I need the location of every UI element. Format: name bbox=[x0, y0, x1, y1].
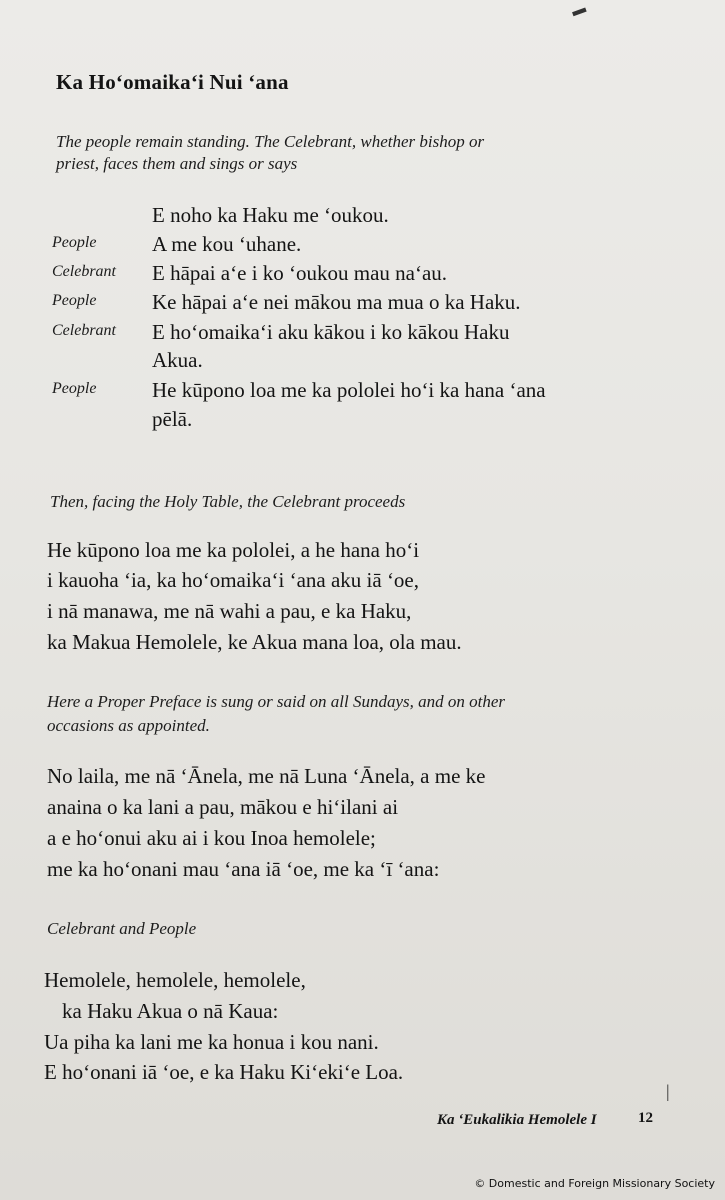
dialogue-line bbox=[52, 318, 672, 348]
dialogue-text: He kūpono loa me ka pololei hoʻi ka hana ʻana bbox=[152, 378, 546, 402]
rubric-preface-line-1: Here a Proper Preface is sung or said on all Sundays, and on other bbox=[47, 692, 506, 711]
sanctus-line: ka Haku Akua o nā Kaua: bbox=[62, 999, 279, 1023]
angels-line: me ka hoʻonani mau ʻana iā ʻoe, me ka ʻī ʻana: bbox=[47, 857, 440, 881]
ink-speck-mark: | bbox=[666, 1081, 670, 1101]
angels-line: a e hoʻonui aku ai i kou Inoa hemolele; bbox=[47, 826, 376, 850]
sanctus-line: Hemolele, hemolele, hemolele, bbox=[44, 968, 306, 992]
dialogue-line bbox=[52, 230, 672, 260]
dialogue-line bbox=[52, 376, 672, 406]
dialogue-line bbox=[52, 259, 672, 289]
rubric-preface-line-2: occasions as appointed. bbox=[47, 716, 210, 735]
dialogue-line bbox=[52, 288, 672, 318]
dialogue-line bbox=[52, 346, 672, 376]
rubric-intro-line-2: priest, faces them and sings or says bbox=[56, 154, 298, 173]
speaker-label: People bbox=[52, 292, 97, 309]
dialogue-text: E noho ka Haku me ʻoukou. bbox=[152, 203, 389, 227]
rubric-celebrant-and-people: Celebrant and People bbox=[47, 919, 197, 938]
page-number: 12 bbox=[638, 1110, 653, 1126]
dialogue-text: Ke hāpai aʻe nei mākou ma mua o ka Haku. bbox=[152, 290, 521, 314]
speaker-label: People bbox=[52, 234, 97, 251]
page-title: Ka Hoʻomaikaʻi Nui ʻana bbox=[56, 70, 289, 94]
proceeds-line: i kauoha ʻia, ka hoʻomaikaʻi ʻana aku iā ʻoe, bbox=[47, 568, 420, 592]
running-footer-title: Ka ʻEukalikia Hemolele I bbox=[437, 1112, 597, 1128]
dialogue-text: E hoʻomaikaʻi aku kākou i ko kākou Haku bbox=[152, 320, 510, 344]
ink-speck-mark: ▬ bbox=[569, 1, 588, 20]
proceeds-line: He kūpono loa me ka pololei, a he hana hoʻi bbox=[47, 538, 420, 562]
speaker-label: People bbox=[52, 380, 97, 397]
copyright-notice: © Domestic and Foreign Missionary Society bbox=[474, 1177, 715, 1190]
dialogue-line bbox=[52, 201, 672, 231]
rubric-holy-table: Then, facing the Holy Table, the Celebrant proceeds bbox=[50, 492, 406, 511]
dialogue-text: Akua. bbox=[152, 348, 203, 372]
proceeds-line: ka Makua Hemolele, ke Akua mana loa, ola mau. bbox=[47, 630, 462, 654]
dialogue-line bbox=[52, 405, 672, 435]
rubric-intro-line-1: The people remain standing. The Celebrant, whether bishop or bbox=[56, 132, 485, 151]
angels-line: anaina o ka lani a pau, mākou e hiʻilani ai bbox=[47, 795, 399, 819]
dialogue-text: E hāpai aʻe i ko ʻoukou mau naʻau. bbox=[152, 261, 448, 285]
dialogue-text: pēlā. bbox=[152, 407, 193, 431]
proceeds-line: i nā manawa, me nā wahi a pau, e ka Haku, bbox=[47, 599, 412, 623]
speaker-label: Celebrant bbox=[52, 263, 116, 280]
sanctus-line: Ua piha ka lani me ka honua i kou nani. bbox=[44, 1030, 379, 1054]
dialogue-text: A me kou ʻuhane. bbox=[152, 232, 302, 256]
angels-line: No laila, me nā ʻĀnela, me nā Luna ʻĀnela, a me ke bbox=[47, 764, 486, 788]
sanctus-line: E hoʻonani iā ʻoe, e ka Haku Kiʻekiʻe Loa. bbox=[44, 1060, 404, 1084]
speaker-label: Celebrant bbox=[52, 322, 116, 339]
